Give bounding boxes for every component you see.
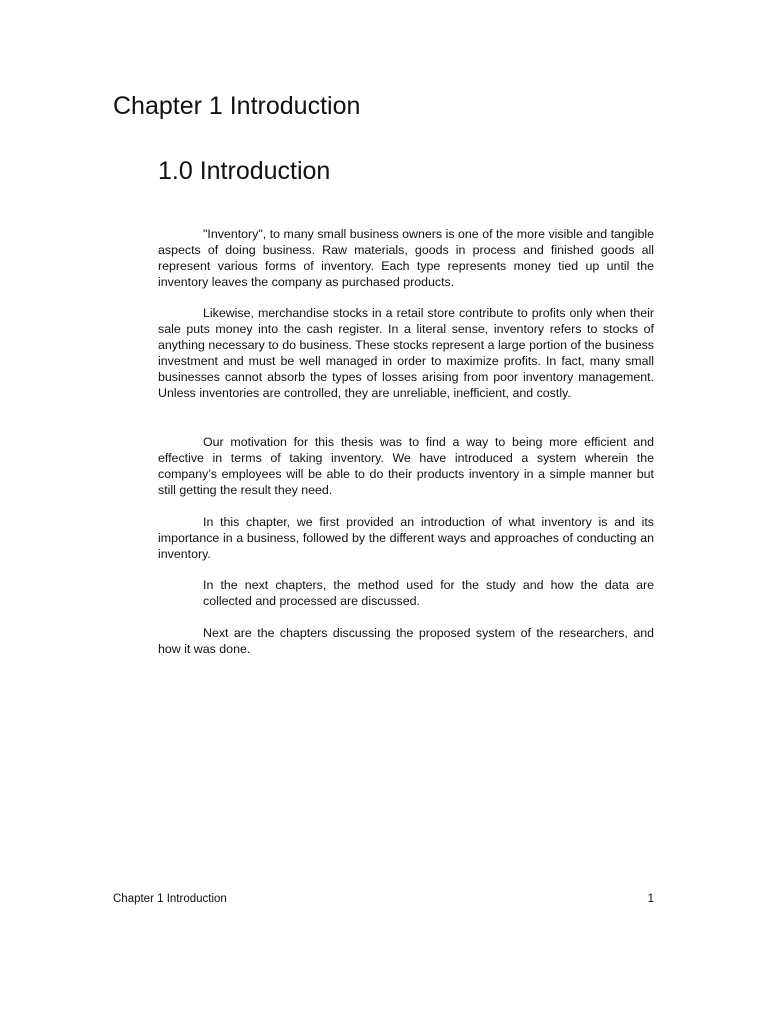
body-paragraph-2: Likewise, merchandise stocks in a retail store contribute to profits only when their sale puts money into the cash register. In a literal sense, inventory refers to stocks of anything necessary to do business. These stocks represent a large portion of the business investment and must be well managed in order to maximize profits. In fact, many small businesses cannot absorb the types of losses arising from poor inventory management. Unless inventories are controlled, they are unreliable, inefficient, and costly. bbox=[158, 306, 654, 400]
footer-page-number: 1 bbox=[647, 893, 654, 905]
section-title: 1.0 Introduction bbox=[158, 157, 331, 185]
body-paragraph-3: Our motivation for this thesis was to find a way to being more efficient and effective in terms of taking inventory. We have introduced a system wherein the company’s employees will be able to do their products inventory in a simple manner but still getting the result they need. bbox=[158, 435, 654, 497]
body-paragraph-1: "Inventory", to many small business owners is one of the more visible and tangible aspects of doing business. Raw materials, goods in process and finished goods all represent various forms of inventory. Each type represents money tied up until the inventory leaves the company as purchased products. bbox=[158, 227, 654, 289]
footer-chapter-label: Chapter 1 Introduction bbox=[113, 893, 227, 905]
body-paragraph-4: In this chapter, we first provided an introduction of what inventory is and its importance in a business, followed by the different ways and approaches of conducting an inventory. bbox=[158, 515, 654, 561]
body-paragraph-5: In the next chapters, the method used for the study and how the data are collected and processed are discussed. bbox=[203, 578, 654, 608]
body-paragraph-6: Next are the chapters discussing the proposed system of the researchers, and how it was done. bbox=[158, 626, 654, 656]
chapter-title: Chapter 1 Introduction bbox=[113, 92, 361, 120]
